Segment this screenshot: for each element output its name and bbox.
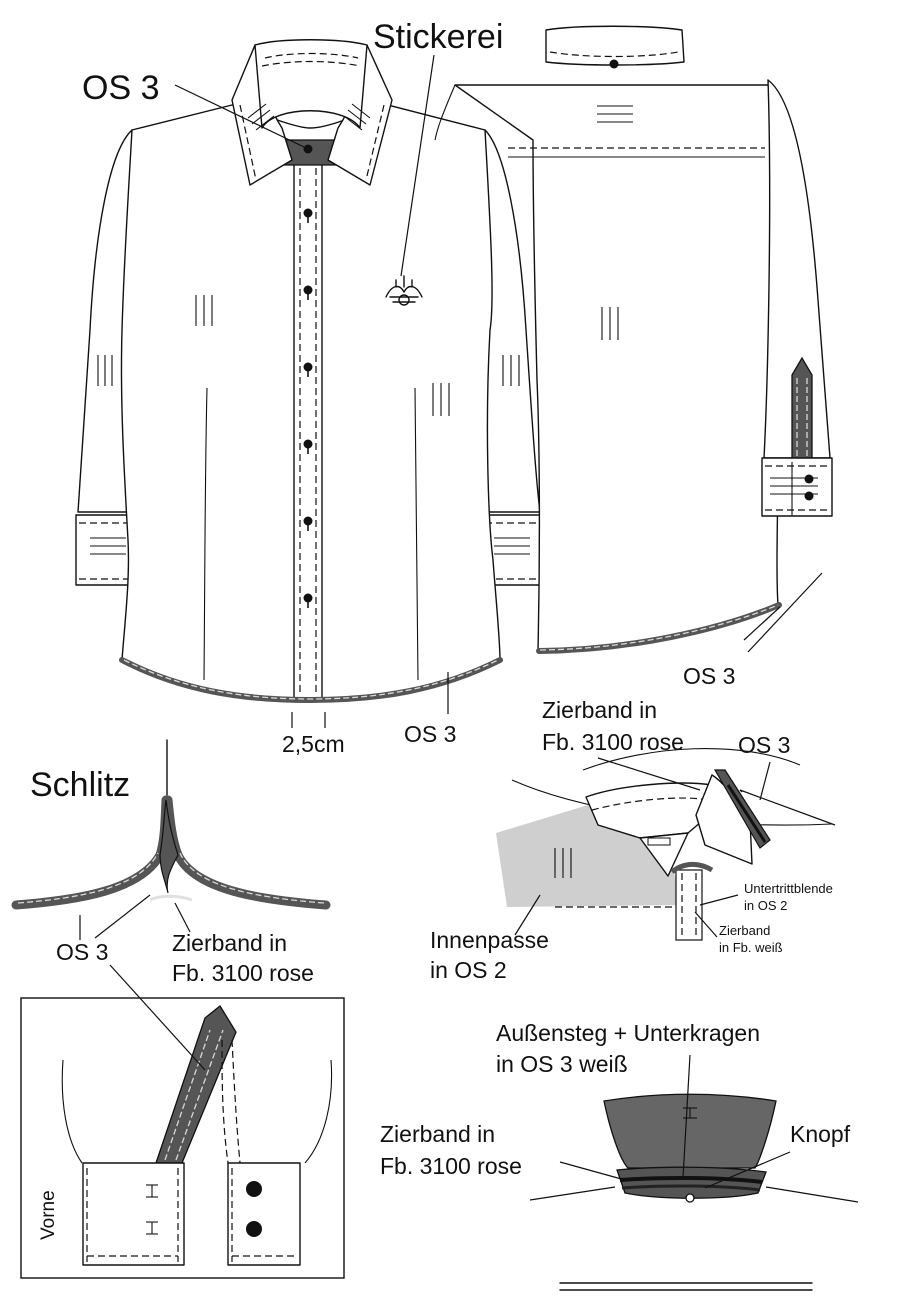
label-schlitz-os3: OS 3 [56, 939, 109, 965]
label-innenpasse-2: in OS 2 [430, 957, 507, 983]
undercollar-shape [604, 1094, 776, 1168]
schlitz-band-left [16, 800, 166, 905]
label-os3-back-hem: OS 3 [683, 663, 736, 689]
label-zierband-weiss-1: Zierband [719, 923, 771, 938]
front-left-cuff [76, 515, 134, 585]
label-schlitz-zierband-1: Zierband in [172, 930, 288, 956]
label-aussensteg-1: Außensteg + Unterkragen [496, 1020, 761, 1046]
schlitz-detail [16, 740, 326, 905]
back-collar [546, 26, 684, 65]
label-knopf: Knopf [790, 1121, 851, 1147]
label-detail-zierband-1: Zierband in [542, 697, 658, 723]
label-innenpasse-1: Innenpasse [430, 927, 549, 953]
label-os3-collar: OS 3 [82, 69, 160, 107]
collar-stand-detail [604, 1094, 776, 1202]
label-aussensteg-2: in OS 3 weiß [496, 1051, 628, 1077]
back-cuff [762, 458, 832, 516]
vorne-left-cuff [83, 1163, 184, 1265]
back-sleeve-placket [792, 358, 812, 462]
vorne-right-cuff [228, 1163, 300, 1265]
schlitz-band-right [168, 800, 326, 905]
label-zierband-weiss-2: in Fb. weiß [719, 940, 783, 955]
label-vorne: Vorne [38, 1190, 59, 1240]
label-detail-os3: OS 3 [738, 732, 791, 758]
label-collar-zierband-2: Fb. 3100 rose [380, 1153, 522, 1179]
vorne-detail-box [21, 998, 344, 1278]
label-placket-width: 2,5cm [282, 731, 345, 757]
collar-button [304, 145, 313, 154]
label-schlitz-zierband-2: Fb. 3100 rose [172, 960, 314, 986]
label-stickerei: Stickerei [373, 18, 504, 56]
label-detail-zierband-2: Fb. 3100 rose [542, 729, 684, 755]
label-schlitz-title: Schlitz [30, 766, 131, 804]
collar-stand-button [686, 1194, 694, 1202]
front-placket [294, 164, 322, 698]
label-untertrittblende-1: Untertrittblende [744, 881, 833, 896]
label-collar-zierband-1: Zierband in [380, 1121, 496, 1147]
label-untertrittblende-2: in OS 2 [744, 898, 788, 913]
label-os3-front-hem: OS 3 [404, 721, 457, 747]
